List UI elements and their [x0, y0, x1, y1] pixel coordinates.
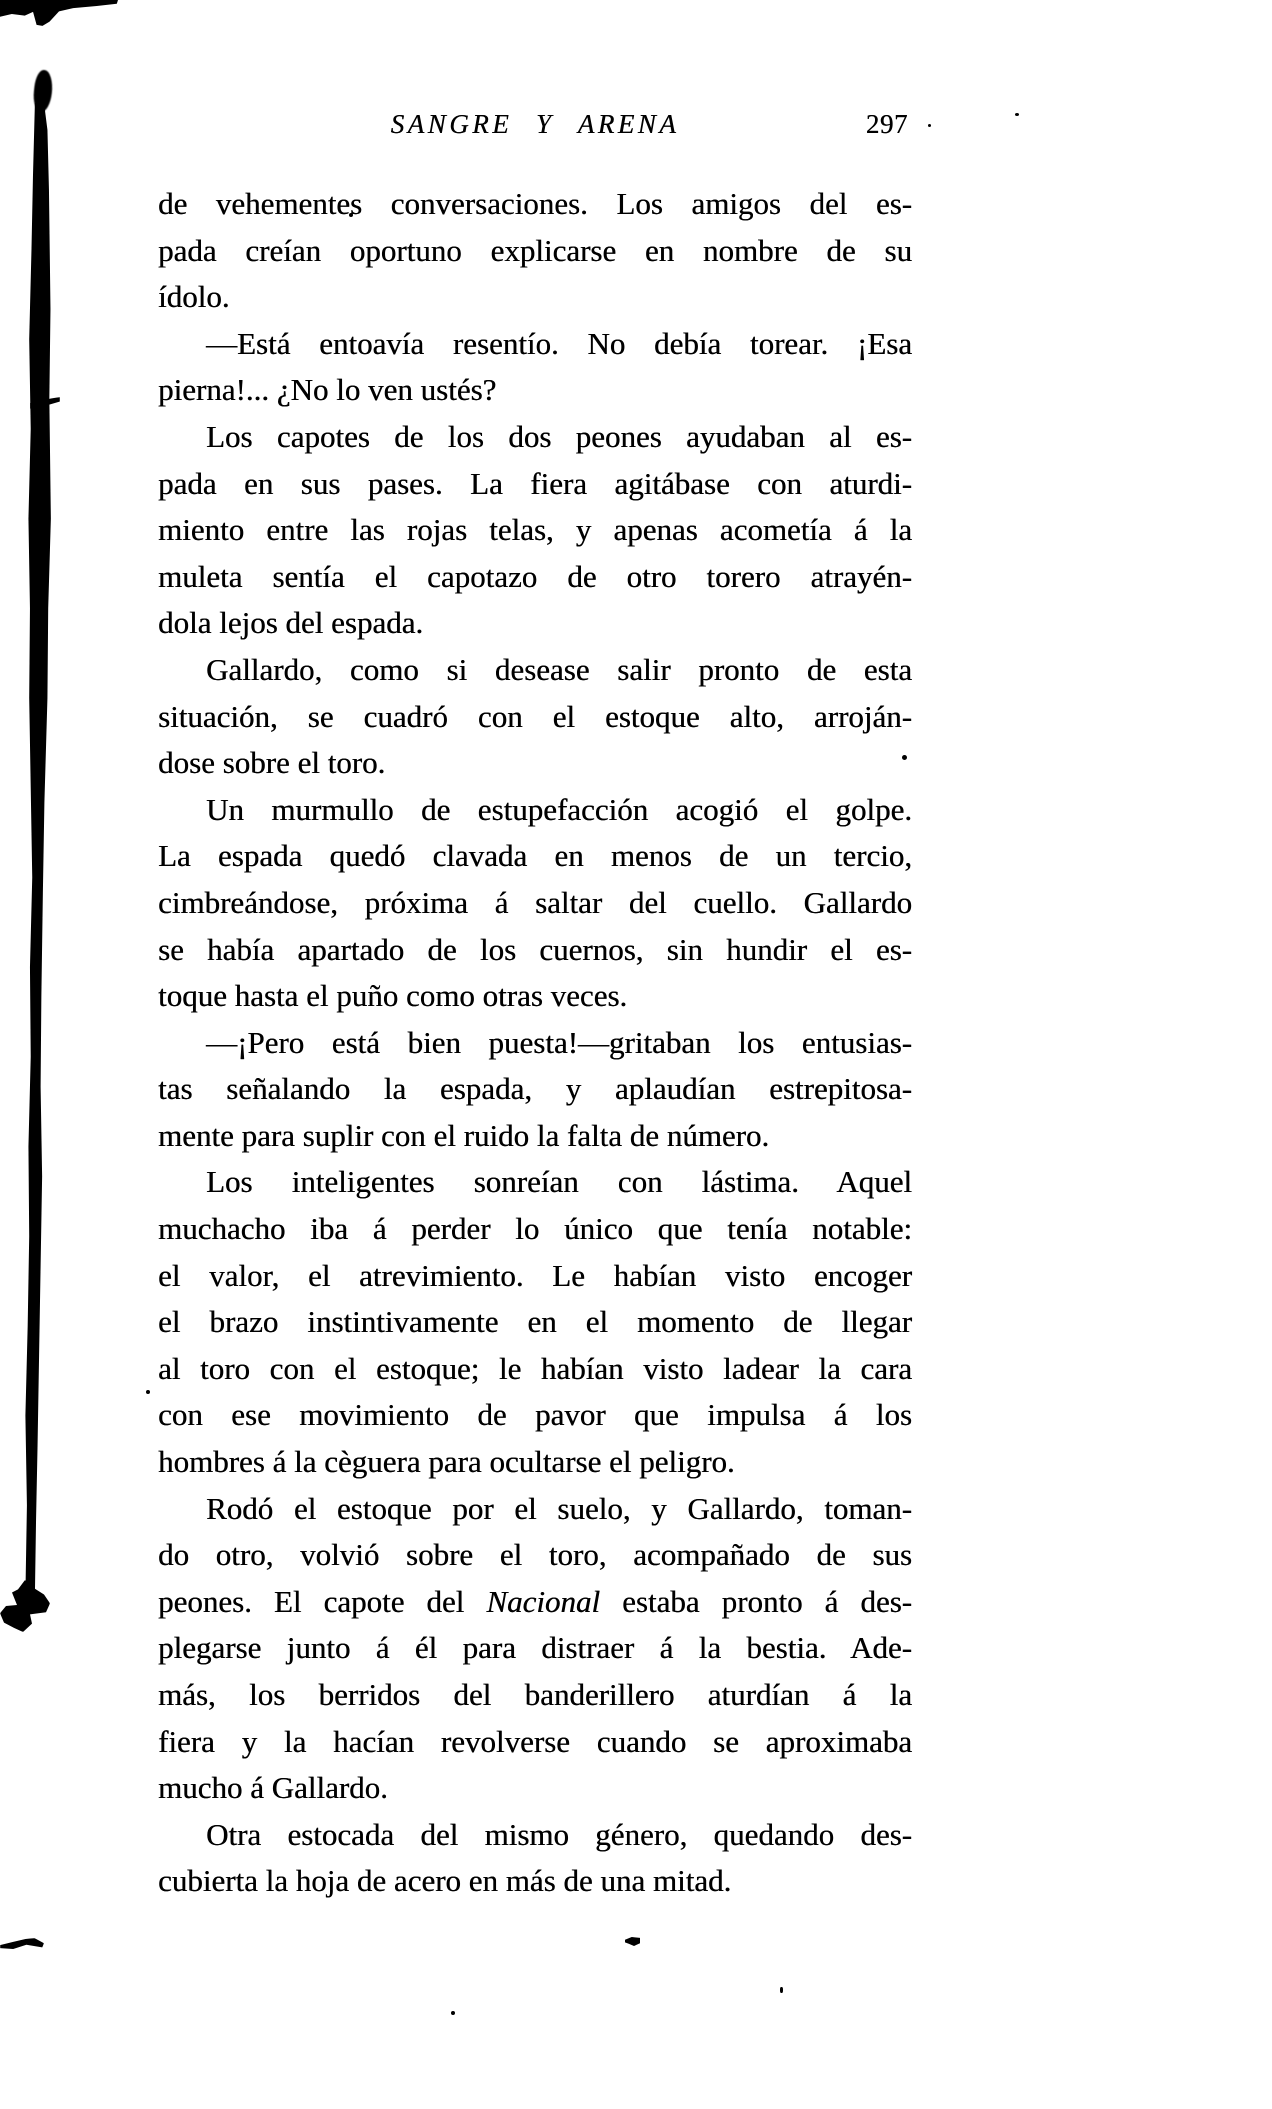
text-line: Otra estocada del mismo género, quedando des- [206, 1816, 912, 1852]
text-line: dose sobre el toro. [158, 745, 386, 781]
text-line: cimbreándose, próxima á saltar del cuello. Gallardo [158, 884, 912, 920]
text-line: pada en sus pases. La fiera agitábase con aturdi- [158, 465, 912, 501]
paragraph [158, 181, 912, 321]
scan-speck-artifact [146, 1390, 150, 1394]
text-line: Un murmullo de estupefacción acogió el golpe. [206, 791, 912, 827]
text-line: pada creían oportuno explicarse en nombre de su [158, 232, 912, 268]
running-head [158, 104, 912, 144]
text-line: mucho á Gallardo. [158, 1770, 388, 1806]
text-line: pierna!... ¿No lo ven ustés? [158, 372, 497, 408]
scan-speck-artifact [1015, 113, 1019, 116]
text-line: dola lejos del espada. [158, 605, 424, 641]
binding-ink-streak-artifact [14, 100, 52, 1595]
paragraph [158, 1159, 912, 1485]
scan-speck-artifact [625, 1937, 640, 1946]
text-segment-italic: Nacional [486, 1583, 601, 1619]
text-line: do otro, volvió sobre el toro, acompañado de sus [158, 1537, 912, 1573]
paragraph [158, 1812, 912, 1905]
text-line: muchacho iba á perder lo único que tenía notable: [158, 1211, 912, 1247]
scan-speck-artifact [928, 124, 931, 127]
corner-ink-artifact [0, 0, 118, 27]
book-title-header: SANGRE Y ARENA [390, 109, 680, 139]
text-line: toque hasta el puño como otras veces. [158, 978, 628, 1014]
scan-speck-artifact [451, 2011, 455, 2015]
text-line: de vehementes conversaciones. Los amigos del es- [158, 186, 912, 221]
scan-speck-artifact [780, 1987, 783, 1993]
text-line: —Está entoavía resentío. No debía torear. ¡Esa [206, 325, 912, 361]
paragraph [158, 1486, 912, 1812]
text-line: con ese movimiento de pavor que impulsa á los [158, 1397, 912, 1433]
text-line: se había apartado de los cuernos, sin hundir el es- [158, 931, 912, 967]
text-line: Los inteligentes sonreían con lástima. Aquel [206, 1164, 912, 1200]
text-line: Gallardo, como si desease salir pronto de esta [206, 651, 912, 687]
text-line: más, los berridos del banderillero aturdían á la [158, 1677, 912, 1712]
text-line: hombres á la cèguera para ocultarse el peligro. [158, 1444, 735, 1480]
text-line: cubierta la hoja de acero en más de una mitad. [158, 1863, 732, 1899]
text-line: ídolo. [158, 279, 230, 315]
paragraph [158, 414, 912, 647]
text-line: al toro con el estoque; le habían visto ladear la cara [158, 1350, 912, 1386]
text-line: mente para suplir con el ruido la falta de número. [158, 1117, 770, 1153]
text-line: plegarse junto á él para distraer á la bestia. Ade- [158, 1630, 912, 1666]
margin-smudge-artifact [0, 1938, 44, 1951]
page-number: 297 [865, 109, 908, 139]
page-body-text [158, 181, 912, 1905]
text-line: el brazo instintivamente en el momento de llegar [158, 1304, 912, 1340]
text-segment: peones. El capote del [158, 1583, 487, 1619]
paragraph [158, 787, 912, 1020]
text-line: tas señalando la espada, y aplaudían estrepitosa- [158, 1071, 912, 1107]
text-line [158, 1579, 912, 1626]
text-line: La espada quedó clavada en menos de un tercio, [158, 838, 912, 874]
text-line: muleta sentía el capotazo de otro torero atrayén- [158, 558, 912, 594]
paragraph [158, 647, 912, 787]
paragraph [158, 1020, 912, 1160]
text-line: Rodó el estoque por el suelo, y Gallardo, toman- [206, 1490, 912, 1526]
binding-ink-blot-artifact [0, 1580, 50, 1632]
text-line: miento entre las rojas telas, y apenas acometía á la [158, 512, 912, 548]
text-line: fiera y la hacían revolverse cuando se aproximaba [158, 1723, 912, 1759]
text-segment: estaba pronto á des- [600, 1583, 912, 1619]
text-line: situación, se cuadró con el estoque alto, arroján- [158, 698, 912, 734]
text-line: el valor, el atrevimiento. Le habían visto encoger [158, 1257, 912, 1293]
text-line: —¡Pero está bien puesta!—gritaban los entusias- [206, 1024, 912, 1060]
paragraph [158, 321, 912, 414]
text-line: Los capotes de los dos peones ayudaban al es- [206, 418, 912, 454]
